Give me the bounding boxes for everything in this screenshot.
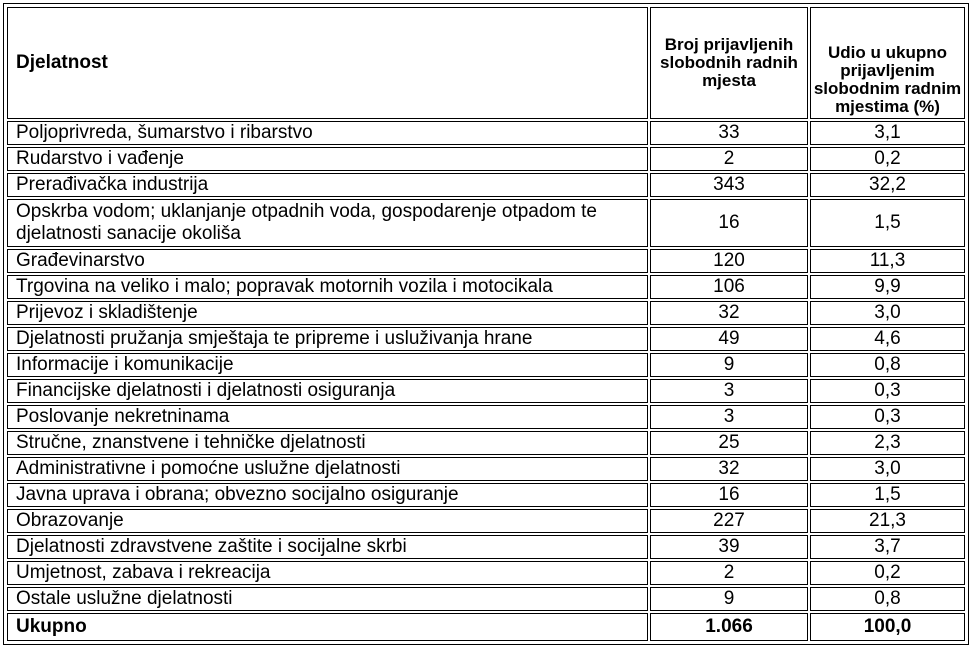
share-cell: 3,7 [810, 535, 965, 559]
table-row [7, 121, 965, 145]
share-cell: 3,0 [810, 457, 965, 481]
activity-cell: Djelatnosti pružanja smještaja te pripreme i usluživanja hrane [7, 327, 648, 351]
table-row [7, 173, 965, 197]
count-cell: 106 [650, 275, 808, 299]
count-cell: 3 [650, 379, 808, 403]
activity-cell: Opskrba vodom; uklanjanje otpadnih voda, gospodarenje otpadom te djelatnosti sanacije okoliša [7, 199, 648, 247]
table-row [7, 275, 965, 299]
table-row [7, 353, 965, 377]
activity-cell: Javna uprava i obrana; obvezno socijalno osiguranje [7, 483, 648, 507]
share-cell: 0,8 [810, 587, 965, 611]
count-cell: 16 [650, 199, 808, 247]
share-cell: 2,3 [810, 431, 965, 455]
count-cell: 49 [650, 327, 808, 351]
share-cell: 32,2 [810, 173, 965, 197]
share-cell: 1,5 [810, 199, 965, 247]
count-cell: 9 [650, 353, 808, 377]
table-row [7, 431, 965, 455]
count-cell: 9 [650, 587, 808, 611]
activity-cell: Poljoprivreda, šumarstvo i ribarstvo [7, 121, 648, 145]
vacancies-table-frame [3, 3, 969, 645]
activity-cell: Umjetnost, zabava i rekreacija [7, 561, 648, 585]
header-activity: Djelatnost [7, 7, 648, 119]
count-cell: 2 [650, 561, 808, 585]
activity-cell: Građevinarstvo [7, 249, 648, 273]
count-cell: 343 [650, 173, 808, 197]
header-vacancy-count: Broj prijavljenih slobodnih radnih mjesta [650, 7, 808, 119]
table-row [7, 587, 965, 611]
count-cell: 3 [650, 405, 808, 429]
table-row [7, 483, 965, 507]
count-cell: 16 [650, 483, 808, 507]
count-cell: 32 [650, 301, 808, 325]
share-cell: 1,5 [810, 483, 965, 507]
activity-cell: Djelatnosti zdravstvene zaštite i socijalne skrbi [7, 535, 648, 559]
activity-cell: Trgovina na veliko i malo; popravak motornih vozila i motocikala [7, 275, 648, 299]
share-cell: 0,3 [810, 405, 965, 429]
table-row [7, 379, 965, 403]
table-row [7, 561, 965, 585]
table-row [7, 327, 965, 351]
share-cell: 4,6 [810, 327, 965, 351]
count-cell: 2 [650, 147, 808, 171]
total-row [7, 613, 965, 641]
count-cell: 227 [650, 509, 808, 533]
activity-cell: Prijevoz i skladištenje [7, 301, 648, 325]
share-cell: 0,2 [810, 561, 965, 585]
activity-cell: Obrazovanje [7, 509, 648, 533]
activity-cell: Informacije i komunikacije [7, 353, 648, 377]
activity-cell: Ostale uslužne djelatnosti [7, 587, 648, 611]
table-row [7, 249, 965, 273]
count-cell: 32 [650, 457, 808, 481]
count-cell: 25 [650, 431, 808, 455]
table-row [7, 199, 965, 247]
vacancies-table [5, 5, 967, 643]
share-cell: 0,8 [810, 353, 965, 377]
table-row [7, 147, 965, 171]
table-row [7, 535, 965, 559]
table-row [7, 509, 965, 533]
count-cell: 39 [650, 535, 808, 559]
share-cell: 3,1 [810, 121, 965, 145]
header-row [7, 7, 965, 119]
activity-cell: Rudarstvo i vađenje [7, 147, 648, 171]
total-label: Ukupno [7, 613, 648, 641]
share-cell: 21,3 [810, 509, 965, 533]
total-share: 100,0 [810, 613, 965, 641]
table-row [7, 457, 965, 481]
count-cell: 33 [650, 121, 808, 145]
table-row [7, 301, 965, 325]
share-cell: 9,9 [810, 275, 965, 299]
share-cell: 0,2 [810, 147, 965, 171]
share-cell: 0,3 [810, 379, 965, 403]
count-cell: 120 [650, 249, 808, 273]
total-count: 1.066 [650, 613, 808, 641]
activity-cell: Administrativne i pomoćne uslužne djelatnosti [7, 457, 648, 481]
share-cell: 3,0 [810, 301, 965, 325]
share-cell: 11,3 [810, 249, 965, 273]
header-vacancy-share: Udio u ukupno prijavljenim slobodnim radnim mjestima (%) [810, 7, 965, 119]
activity-cell: Prerađivačka industrija [7, 173, 648, 197]
activity-cell: Poslovanje nekretninama [7, 405, 648, 429]
activity-cell: Financijske djelatnosti i djelatnosti osiguranja [7, 379, 648, 403]
activity-cell: Stručne, znanstvene i tehničke djelatnosti [7, 431, 648, 455]
table-row [7, 405, 965, 429]
